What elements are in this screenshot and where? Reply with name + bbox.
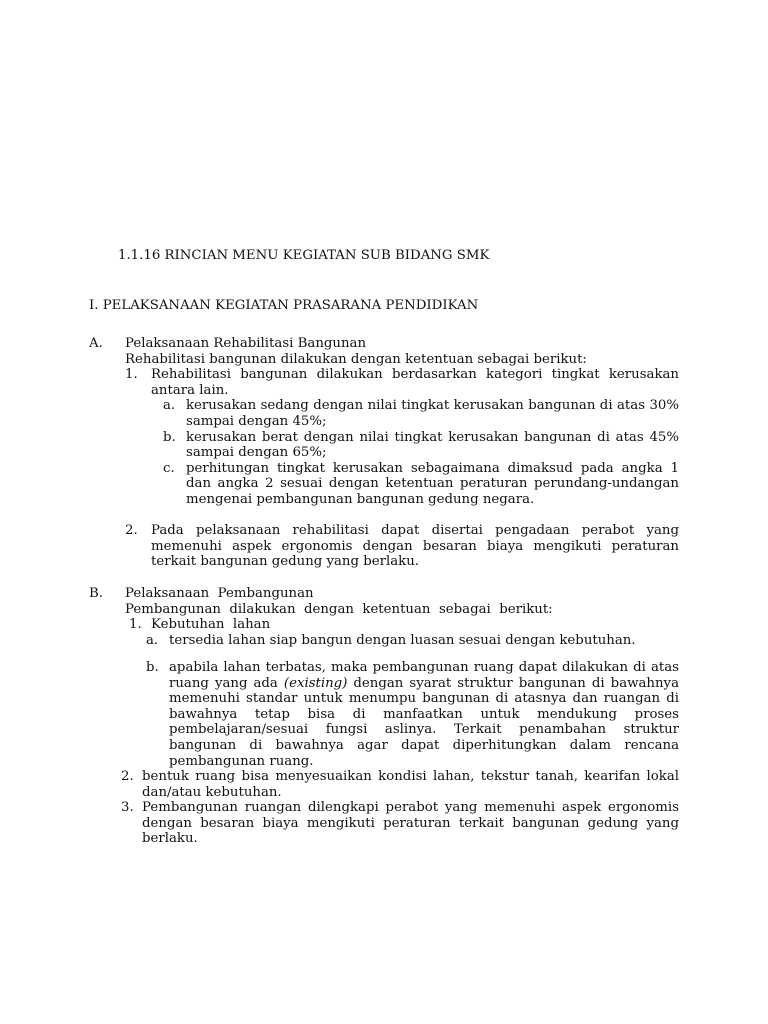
sub-item: kerusakan berat dengan nilai tingkat kerusakan bangunan di atas 45% sampai dengan 65%; [186,429,679,461]
document-heading: 1.1.16 RINCIAN MENU KEGIATAN SUB BIDANG SMK [118,248,490,263]
section-a-marker: A. [89,336,103,351]
list-marker: 1. [125,367,138,383]
section-b-title: Pelaksanaan Pembangunan [125,586,314,601]
list-item: bentuk ruang bisa menyesuaikan kondisi lahan, tekstur tanah, kearifan lokal dan/atau kebutuhan. [142,769,679,800]
sub-item: tersedia lahan siap bangun dengan luasan sesuai dengan kebutuhan. [169,632,636,648]
list-marker: 1. [129,617,142,633]
sub-item: perhitungan tingkat kerusakan sebagaimana dimaksud pada angka 1 dan angka 2 sesuai dengan ketentuan peraturan perundang-undangan mengenai pembangunan bangunan gedung negara. [186,460,679,507]
sub-item: kerusakan sedang dengan nilai tingkat kerusakan bangunan di atas 30% sampai dengan 45%; [186,398,679,429]
list-item: Kebutuhan lahan [151,617,271,633]
sub-item-emphasis: (existing) [283,675,348,691]
list-marker: 3. [121,800,134,815]
section-a-intro: Rehabilitasi bangunan dilakukan dengan ketentuan sebagai berikut: [125,351,587,367]
sub-marker: b. [163,429,176,445]
list-item: Pembangunan ruangan dilengkapi perabot yang memenuhi aspek ergonomis dengan besaran biaya mengikuti peraturan terkait bangunan gedung yang berlaku. [142,800,679,847]
section-a-title: Pelaksanaan Rehabilitasi Bangunan [125,336,367,351]
sub-item-text: dengan syarat struktur bangunan di bawahnya memenuhi standar untuk menumpu bangunan di atasnya dan ruangan di bawahnya tetap bisa di manfaatkan untuk mendukung proses pembelajaran/sesuai fungsi aslinya. Terkait penambahan struktur bangunan di bawahnya agar dapat diperhitungkan dalam rencana pembangunan ruang. [169,675,679,769]
sub-item [169,660,679,769]
section-heading: I. PELAKSANAAN KEGIATAN PRASARANA PENDIDIKAN [89,298,479,313]
section-b-marker: B. [89,586,103,601]
sub-marker: c. [163,460,175,476]
sub-item-text: apabila lahan terbatas, maka pembangunan ruang dapat dilakukan di atas ruang yang ada [169,660,679,691]
list-marker: 2. [125,523,138,539]
list-item: Rehabilitasi bangunan dilakukan berdasarkan kategori tingkat kerusakan antara lain. [151,367,679,398]
list-item: Pada pelaksanaan rehabilitasi dapat disertai pengadaan perabot yang memenuhi aspek ergonomis dengan besaran biaya mengikuti peraturan terkait bangunan gedung yang berlaku. [151,523,679,570]
list-marker: 2. [121,769,134,784]
sub-marker: a. [163,398,176,414]
section-b-intro: Pembangunan dilakukan dengan ketentuan sebagai berikut: [125,601,553,617]
sub-marker: b. [146,660,159,675]
sub-marker: a. [146,632,159,648]
